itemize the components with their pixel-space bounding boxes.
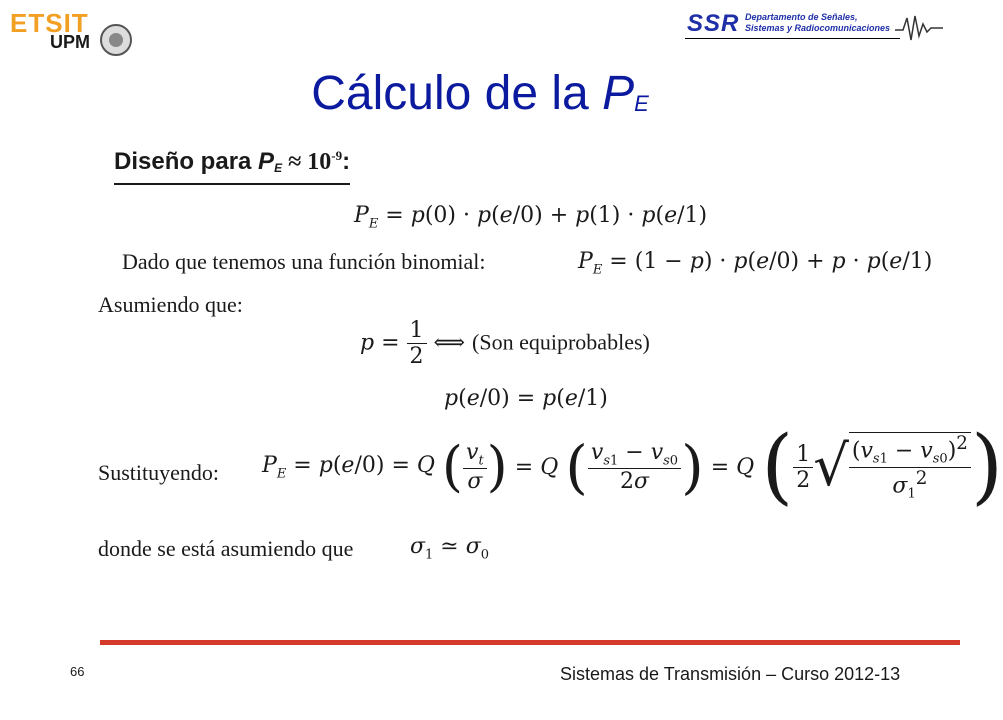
ssr-logo-text: SSR <box>687 10 740 37</box>
page-number: 66 <box>70 664 85 679</box>
signal-wave-icon <box>895 14 943 42</box>
assuming-text: Asumiendo que: <box>98 292 243 317</box>
footer-rule <box>100 640 960 645</box>
subtitle-colon: : <box>342 148 351 175</box>
dept-line-2: Sistemas y Radiocomunicaciones <box>745 23 891 33</box>
subtitle-p: P <box>258 148 275 175</box>
title-text: Cálculo de la <box>311 67 589 120</box>
substituting-text: Sustituyendo: <box>98 460 220 485</box>
subtitle-exponent: -9 <box>331 148 343 163</box>
logo-divider <box>685 38 900 39</box>
equation-equal-errors: p(e/0) = p(e/1) <box>444 386 608 411</box>
upm-logo-text: UPM <box>50 32 90 52</box>
etsit-upm-logo <box>8 10 128 50</box>
title-pe-symbol: $P_E$ <box>602 67 649 120</box>
equiprobable-text: (Son equiprobables) <box>472 329 650 355</box>
subtitle-approx: ≈ 10 <box>282 149 332 175</box>
subtitle-prefix: Diseño para <box>114 148 259 175</box>
where-text: donde se está asumiendo que <box>98 536 354 561</box>
equation-total-error: $P_E = p(0) \cdot p(e/0) + p(1) \cdot p(e/1)$ <box>354 203 708 232</box>
upm-seal-icon <box>100 24 132 56</box>
equation-q-function: $P_E = p(e/0) = Q$ ( $\frac{v_t}{\sigma}$ ) = Q ( $\frac{v_{s1} - v_{s0}}{2\sigma}$ ) = Q ( $\frac{1}{2}$ √ $\frac{(v_{s1} - v_{s0})^2}{\sigma_1^2}$ ) <box>262 419 1003 514</box>
etsit-logo-text: ETSIT <box>10 8 89 38</box>
dept-line-1: Departamento de Señales, <box>745 12 858 22</box>
slide-title <box>0 66 960 121</box>
equation-binomial: $P_E = (1 - p) \cdot p(e/0) + p \cdot p(e/1)$ <box>578 249 933 278</box>
binomial-text: Dado que tenemos una función binomial: <box>122 249 486 274</box>
equation-p-half: p = $\frac{1}{2}$ ⟺ (Son equiprobables) <box>360 318 650 369</box>
design-subtitle <box>114 141 350 185</box>
subtitle-sub: E <box>274 161 283 175</box>
equation-sigma-approx: $\sigma_1$ ≃ $\sigma_0$ <box>410 534 490 563</box>
department-name <box>745 12 890 34</box>
course-footer: Sistemas de Transmisión – Curso 2012-13 <box>560 664 901 684</box>
ssr-department-logo <box>685 4 945 48</box>
